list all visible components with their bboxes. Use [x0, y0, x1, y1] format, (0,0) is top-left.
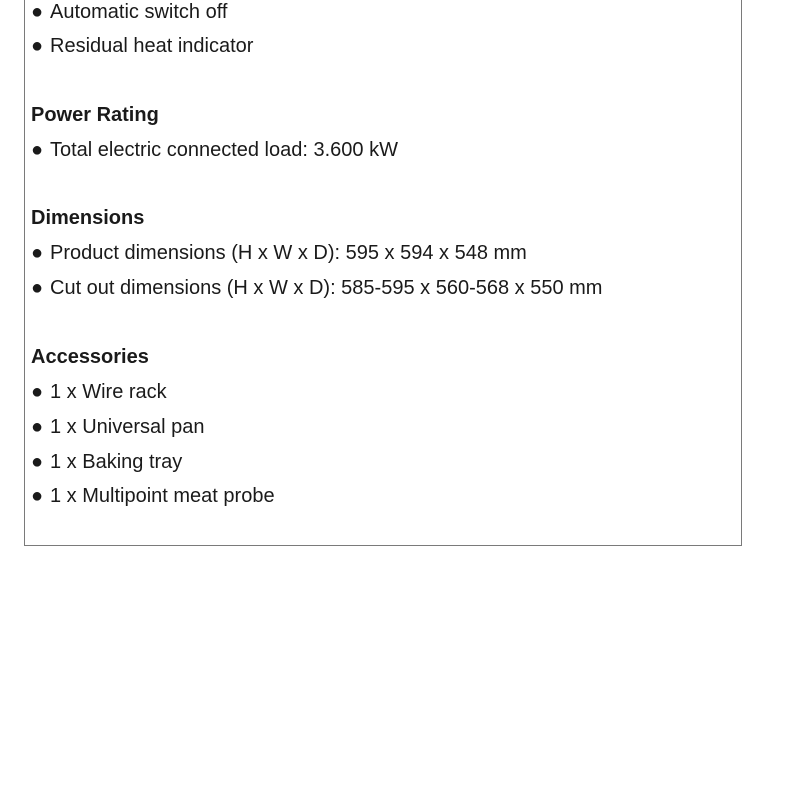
bullet-icon: ●	[31, 139, 44, 161]
list-item	[31, 34, 253, 58]
section-heading-power-rating: Power Rating	[31, 104, 159, 126]
bullet-icon: ●	[31, 277, 44, 299]
bullet-icon: ●	[31, 451, 44, 473]
bullet-icon: ●	[31, 381, 44, 403]
list-item	[31, 415, 205, 439]
list-item	[31, 380, 167, 404]
dimension-item-text: Cut out dimensions (H x W x D): 585-595 x 560-568 x 550 mm	[50, 277, 603, 299]
accessory-item-text: 1 x Multipoint meat probe	[50, 485, 275, 507]
section-heading-dimensions: Dimensions	[31, 207, 145, 229]
dimension-item-text: Product dimensions (H x W x D): 595 x 594 x 548 mm	[50, 242, 527, 264]
feature-item-text: Automatic switch off	[50, 1, 228, 23]
list-item	[31, 484, 275, 508]
bullet-icon: ●	[31, 1, 44, 23]
spec-box	[24, 0, 742, 546]
bullet-icon: ●	[31, 242, 44, 264]
bullet-icon: ●	[31, 416, 44, 438]
bullet-icon: ●	[31, 35, 44, 57]
section-heading-accessories: Accessories	[31, 346, 149, 368]
list-item	[31, 450, 182, 474]
accessory-item-text: 1 x Baking tray	[50, 451, 183, 473]
accessory-item-text: 1 x Universal pan	[50, 416, 205, 438]
list-item	[31, 241, 527, 265]
list-item	[31, 138, 398, 162]
power-item-text: Total electric connected load: 3.600 kW	[50, 139, 398, 161]
list-item	[31, 276, 602, 300]
accessory-item-text: 1 x Wire rack	[50, 381, 167, 403]
feature-item-text: Residual heat indicator	[50, 35, 254, 57]
list-item	[31, 0, 227, 24]
bullet-icon: ●	[31, 485, 44, 507]
